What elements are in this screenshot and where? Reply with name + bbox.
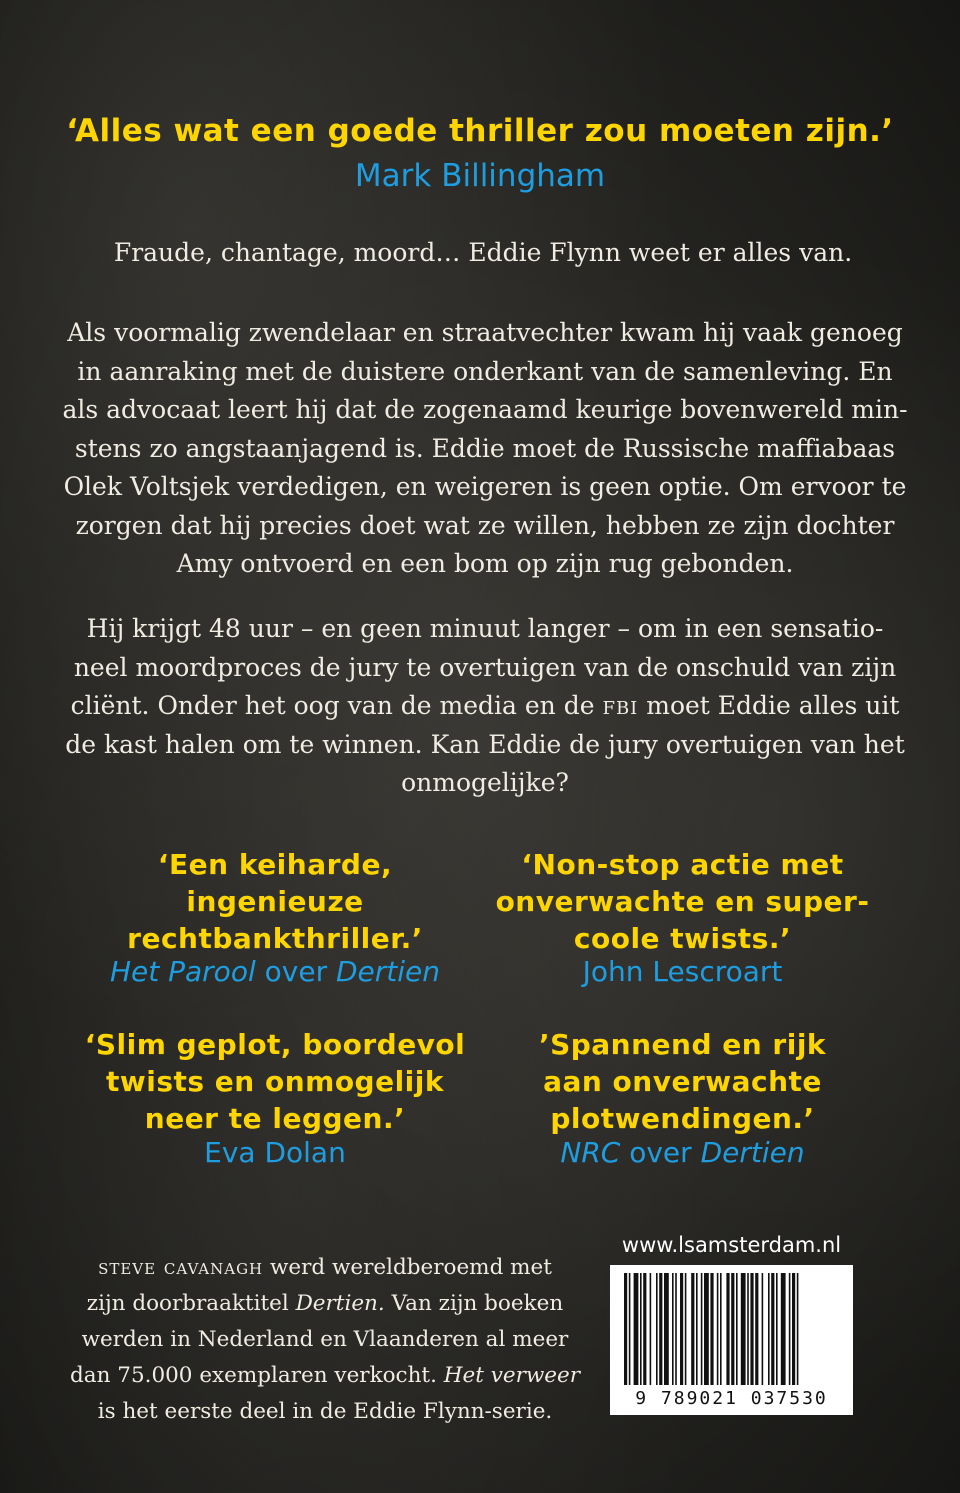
barcode-bar xyxy=(755,1273,758,1385)
barcode-bar xyxy=(643,1273,646,1385)
quote-parool: ‘Een keiharde, ingenieuze rechtbankthriller.’ xyxy=(127,848,423,955)
barcode-bar xyxy=(680,1273,683,1385)
quote-dolan-source: Eva Dolan xyxy=(204,1136,346,1169)
blurb-paragraph-1: Als voormalig zwendelaar en straatvechter kwam hij vaak genoeg in aanraking met de duistere onderkant van de samenleving. En als advocaat leert hij dat de zogenaamd keurige bovenwereld min- stens zo angstaanjagend is. Eddie moet de Russische maffiabaas Olek Voltsjek verdedigen, en weigeren is geen optie. Om ervoor te zorgen dat hij precies doet wat ze willen, hebben ze zijn dochter Amy ontvoerd en een bom op zijn rug gebonden. xyxy=(62,318,908,578)
barcode-bar xyxy=(704,1273,709,1385)
top-quote-source: Mark Billingham xyxy=(354,158,606,194)
publisher-url[interactable]: www.lsamsterdam.nl xyxy=(621,1233,842,1257)
quote-lescroart: ‘Non-stop actie met onverwachte en super- coole twists.’ xyxy=(495,848,870,955)
barcode-bar xyxy=(717,1273,719,1385)
barcode-bar xyxy=(741,1273,746,1385)
barcode-bar xyxy=(629,1273,631,1385)
isbn-digits: 9 789021 037530 xyxy=(635,1388,828,1409)
barcode-bar xyxy=(710,1273,713,1385)
barcode-bar xyxy=(624,1273,627,1385)
barcode-bar xyxy=(731,1273,734,1385)
quote-lescroart-source: John Lescroart xyxy=(582,955,783,988)
barcode-bar xyxy=(792,1273,795,1385)
barcode-bar xyxy=(696,1273,698,1385)
barcode-bar xyxy=(650,1273,652,1385)
quote-nrc-source: NRC over Dertien xyxy=(560,1136,805,1169)
barcode-bar xyxy=(701,1273,703,1385)
barcode-bar xyxy=(747,1273,749,1385)
barcode-bar xyxy=(685,1273,687,1385)
barcode-bar xyxy=(776,1273,778,1385)
barcode-bar xyxy=(771,1273,774,1385)
barcode-bar xyxy=(691,1273,694,1385)
top-quote: ‘Alles wat een goede thriller zou moeten zijn.’ xyxy=(66,113,894,149)
quote-dolan: ‘Slim geplot, boordevol twists en onmogelijk neer te leggen.’ xyxy=(84,1028,466,1135)
barcode-bar xyxy=(656,1273,658,1385)
barcode-bar xyxy=(726,1273,729,1385)
quote-parool-source: Het Parool over Dertien xyxy=(109,955,441,988)
barcode-bar xyxy=(675,1273,677,1385)
barcode-bar xyxy=(797,1273,799,1385)
blurb-paragraph-2: Hij krijgt 48 uur – en geen minuut langer – om in een sensatio- neel moordproces de jury te overtuigen van de onschuld van zijn cliënt. Onder het oog van de media en de fbi moet Eddie alles uit de kast halen om te winnen. Kan Eddie de jury overtuigen van het onmogelijke? xyxy=(65,614,905,797)
barcode-bar xyxy=(634,1273,639,1385)
barcode-bar xyxy=(659,1273,662,1385)
author-bio: steve cavanagh werd wereldberoemd met zijn doorbraaktitel Dertien. Van zijn boeken werden in Nederland en Vlaanderen al meer dan 75.000 exemplaren verkocht. Het verweer is het eerste deel in de Eddie Flynn-serie. xyxy=(70,1255,580,1424)
author-name: steve cavanagh xyxy=(98,1255,264,1280)
barcode-bar xyxy=(736,1273,738,1385)
quote-nrc: ’Spannend en rijk aan onverwachte plotwendingen.’ xyxy=(538,1028,827,1135)
barcode-bar xyxy=(720,1273,722,1385)
barcode-bar xyxy=(640,1273,642,1385)
barcode-bar xyxy=(781,1273,786,1385)
blurb-intro: Fraude, chantage, moord… Eddie Flynn weet er alles van. xyxy=(113,238,853,267)
barcode-bar xyxy=(762,1273,764,1385)
barcode-bar xyxy=(750,1273,753,1385)
barcode-bar xyxy=(664,1273,669,1385)
barcode-bar xyxy=(768,1273,770,1385)
fbi-smallcaps: fbi xyxy=(602,691,639,720)
barcode-bar xyxy=(672,1273,674,1385)
barcode-bar xyxy=(789,1273,791,1385)
